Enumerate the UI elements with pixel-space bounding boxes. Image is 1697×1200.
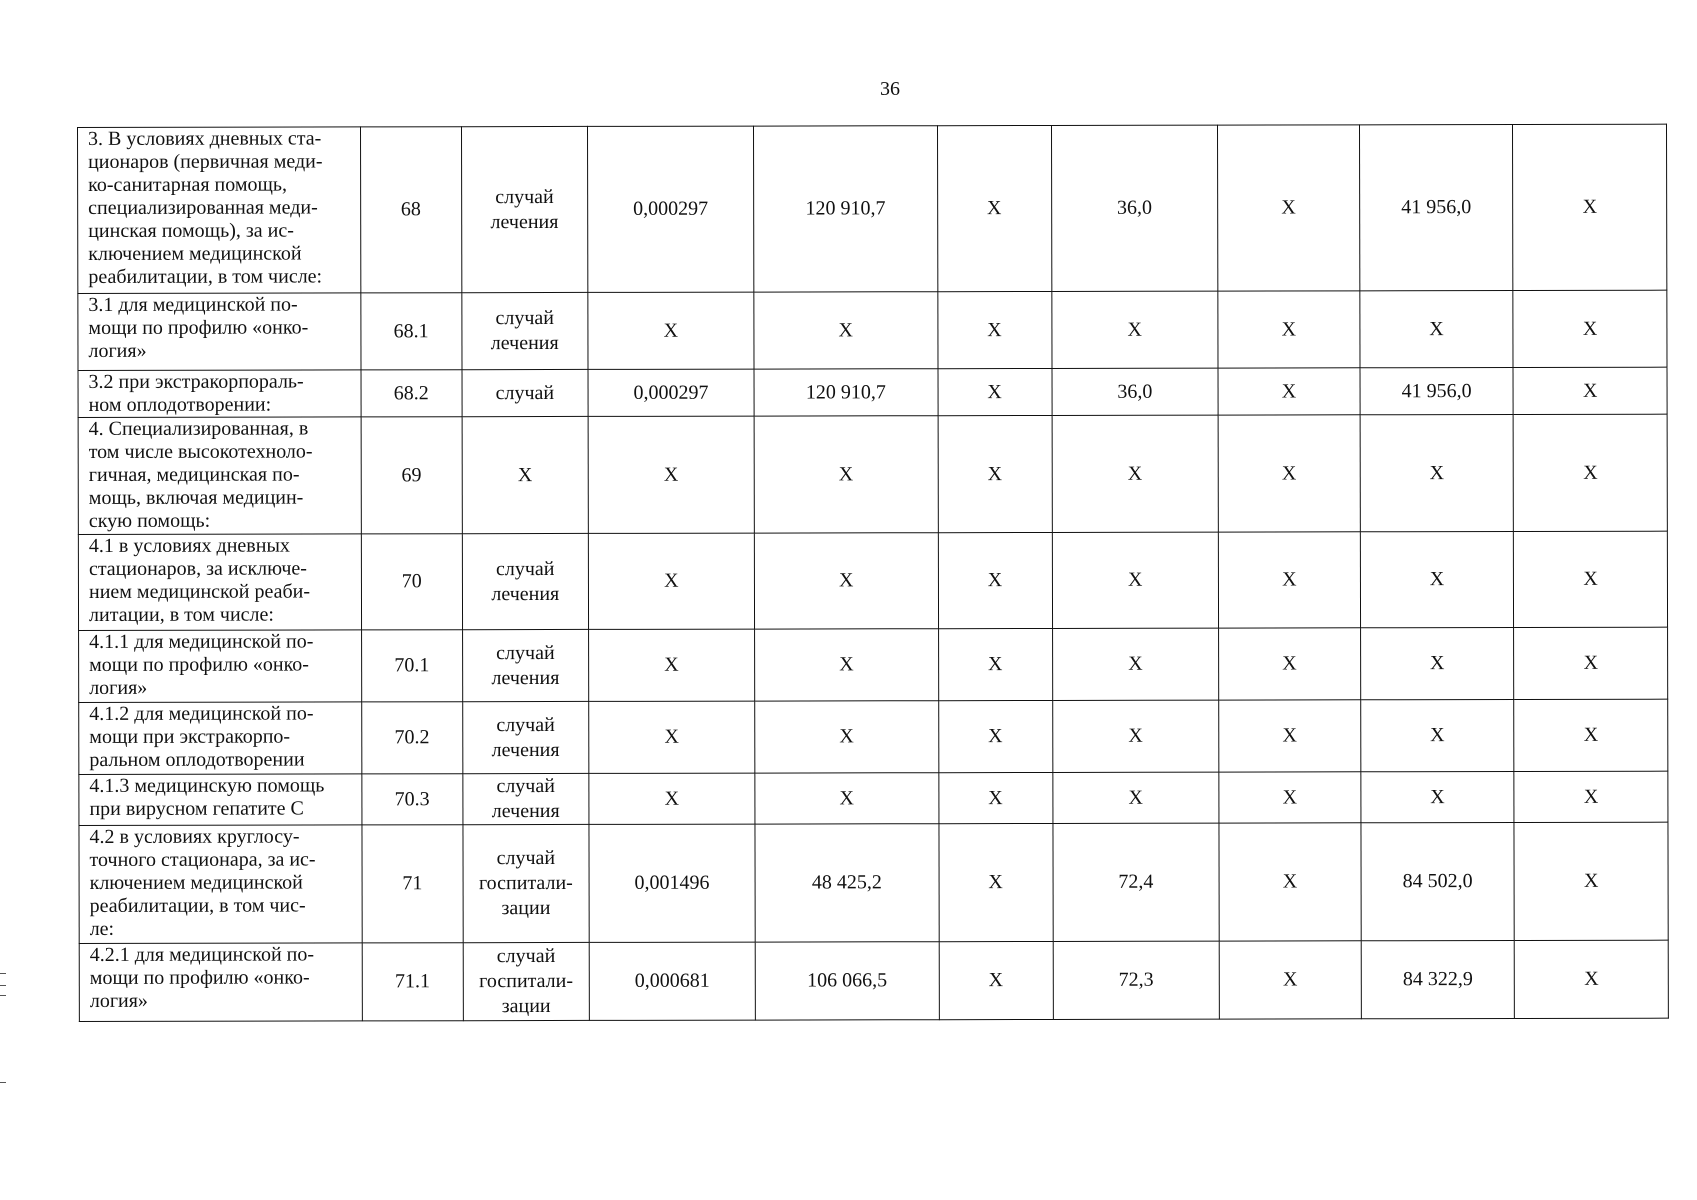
- cell-value: X: [1514, 699, 1668, 771]
- cell-value: 120 910,7: [754, 126, 938, 292]
- cell-value: X: [588, 533, 755, 629]
- cell-value: X: [1360, 414, 1514, 531]
- row-description: 4.1.3 медицинскую помощь при вирусном гепатите С: [79, 774, 362, 826]
- row-code: 70.1: [361, 630, 462, 702]
- cell-value: X: [938, 772, 1052, 823]
- cell-value: X: [938, 532, 1052, 628]
- cell-value: X: [754, 533, 938, 629]
- row-description: 4.2 в условиях круглосу- точного стационара, за ис- ключением медицинской реабилитации, в том чис- ле:: [79, 825, 362, 944]
- cell-value: X: [938, 415, 1052, 532]
- cell-value: X: [1052, 415, 1219, 532]
- cell-value: X: [755, 773, 939, 824]
- row-unit: случай лечения: [463, 701, 589, 773]
- cell-value: 72,3: [1053, 941, 1220, 1019]
- cell-value: X: [1051, 291, 1218, 368]
- cell-value: X: [1052, 700, 1219, 772]
- row-code: 70.2: [361, 702, 462, 774]
- cell-value: 0,001496: [589, 824, 756, 942]
- cell-value: X: [1219, 700, 1361, 772]
- cell-value: X: [1218, 532, 1360, 628]
- scan-edge-mark: [0, 1082, 6, 1083]
- page-number: 36: [880, 78, 900, 100]
- cell-value: X: [1360, 699, 1514, 771]
- row-code: 70: [361, 534, 462, 630]
- cell-value: X: [588, 292, 755, 369]
- cell-value: X: [1514, 822, 1668, 940]
- row-description: 3.1 для медицинской по- мощи по профилю «онко- логия»: [78, 293, 361, 371]
- row-code: 68.2: [361, 370, 462, 417]
- row-unit: случай лечения: [463, 773, 589, 824]
- cell-value: X: [1360, 627, 1514, 699]
- cell-value: X: [588, 629, 755, 701]
- cell-value: X: [1513, 124, 1667, 290]
- cell-value: X: [1513, 290, 1667, 367]
- cell-value: 0,000681: [589, 942, 756, 1020]
- cell-value: X: [939, 941, 1053, 1019]
- cell-value: X: [938, 823, 1052, 941]
- cell-value: X: [1514, 771, 1668, 822]
- row-description: 4.2.1 для медицинской по- мощи по профилю «онко- логия»: [79, 943, 362, 1022]
- cell-value: 48 425,2: [755, 824, 939, 942]
- cell-value: 36,0: [1051, 125, 1218, 291]
- table-row: [79, 822, 1668, 943]
- table-row: [79, 771, 1668, 825]
- cell-value: 36,0: [1052, 368, 1218, 415]
- row-description: 4.1.1 для медицинской по- мощи по профилю «онко- логия»: [79, 630, 362, 703]
- row-unit: X: [462, 416, 588, 533]
- scan-edge-mark: [0, 973, 6, 974]
- table-row: [78, 367, 1667, 417]
- cell-value: X: [938, 700, 1052, 772]
- table-row: [78, 290, 1667, 370]
- table-row: [79, 627, 1668, 702]
- cell-value: X: [938, 628, 1052, 700]
- table-row: [79, 699, 1668, 774]
- cell-value: X: [1052, 772, 1218, 823]
- row-description: 4.1.2 для медицинской по- мощи при экстракорпо- ральном оплодотворении: [79, 702, 362, 775]
- table-row: [78, 124, 1667, 293]
- cell-value: 84 322,9: [1361, 940, 1515, 1018]
- cell-value: 106 066,5: [755, 942, 939, 1020]
- table-row: [79, 940, 1668, 1021]
- row-unit: случай госпитали- зации: [463, 942, 589, 1020]
- cell-value: X: [937, 291, 1051, 368]
- cell-value: X: [1360, 290, 1514, 367]
- cell-value: X: [1219, 941, 1361, 1019]
- cell-value: X: [1218, 368, 1360, 415]
- cell-value: X: [1513, 414, 1667, 531]
- row-code: 71.1: [362, 943, 463, 1021]
- cell-value: X: [1052, 532, 1219, 628]
- cell-value: X: [1514, 531, 1668, 627]
- cell-value: X: [1218, 415, 1360, 532]
- cell-value: X: [1514, 627, 1668, 699]
- cell-value: X: [1052, 628, 1219, 700]
- cell-value: X: [754, 416, 938, 533]
- scan-edge-mark: [0, 995, 6, 996]
- cell-value: X: [755, 629, 939, 701]
- cell-value: 41 956,0: [1359, 124, 1513, 290]
- row-unit: случай госпитали- зации: [463, 824, 589, 942]
- row-unit: случай лечения: [461, 126, 587, 292]
- cell-value: X: [1515, 940, 1669, 1018]
- cell-value: 41 956,0: [1360, 367, 1514, 414]
- cell-value: 72,4: [1053, 823, 1220, 941]
- cell-value: X: [1218, 291, 1360, 368]
- cell-value: X: [1219, 628, 1361, 700]
- cell-value: X: [589, 773, 755, 824]
- scan-edge-mark: [0, 985, 6, 986]
- row-unit: случай лечения: [462, 533, 588, 629]
- cell-value: X: [588, 701, 755, 773]
- cell-value: X: [588, 416, 755, 533]
- row-unit: случай: [462, 369, 588, 416]
- data-table: [77, 124, 1669, 1022]
- cell-value: 0,000297: [588, 369, 754, 416]
- cell-value: X: [755, 701, 939, 773]
- cell-value: X: [1219, 823, 1361, 941]
- row-unit: случай лечения: [462, 629, 588, 701]
- row-unit: случай лечения: [462, 292, 588, 369]
- cell-value: X: [938, 368, 1052, 415]
- cell-value: 84 502,0: [1361, 822, 1515, 940]
- table-row: [78, 414, 1667, 534]
- row-code: 70.3: [361, 774, 462, 825]
- cell-value: X: [1360, 531, 1514, 627]
- cell-value: X: [754, 292, 938, 369]
- cell-value: 0,000297: [587, 126, 754, 292]
- cell-value: X: [1217, 125, 1359, 291]
- cell-value: X: [1219, 772, 1361, 823]
- row-description: 3.2 при экстракорпораль- ном оплодотворении:: [78, 370, 361, 418]
- row-code: 69: [361, 417, 463, 534]
- cell-value: 120 910,7: [754, 369, 938, 416]
- row-description: 3. В условиях дневных ста- ционаров (первичная меди- ко-санитарная помощь, специализированная меди- цинская помощь), за ис- ключением медицинской реабилитации, в том числе:: [78, 127, 361, 294]
- table-row: [78, 531, 1667, 630]
- cell-value: X: [937, 125, 1051, 291]
- row-code: 68.1: [360, 293, 461, 370]
- row-description: 4. Специализированная, в том числе высокотехноло- гичная, медицинская по- мощь, включая медицин- скую помощь:: [78, 417, 361, 535]
- row-code: 68: [360, 127, 462, 293]
- cell-value: X: [1513, 367, 1667, 414]
- row-code: 71: [362, 825, 464, 943]
- cell-value: X: [1361, 771, 1515, 822]
- row-description: 4.1 в условиях дневных стационаров, за исключе- нием медицинской реаби- литации, в том числе:: [78, 534, 361, 631]
